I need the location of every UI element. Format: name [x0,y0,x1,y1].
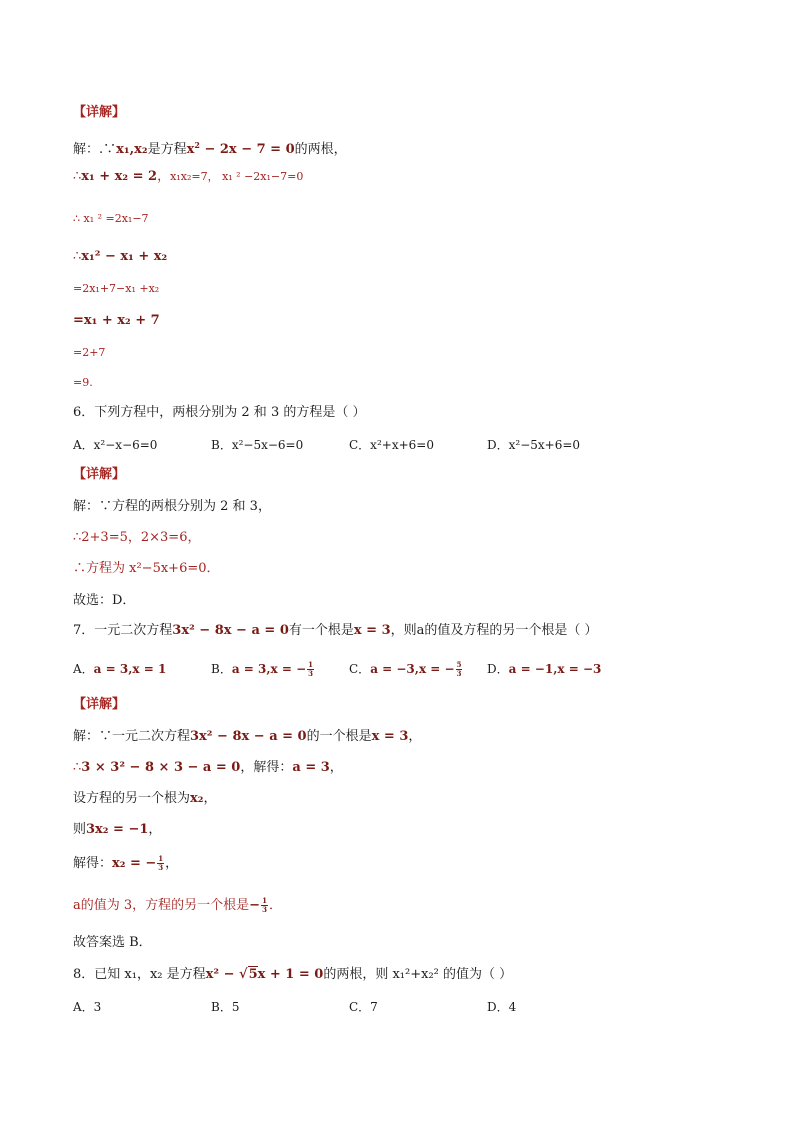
q5-solution-line-5: =2x₁+7−x₁ +x₂ [73,282,160,295]
text: ∴ [73,169,82,184]
section-heading-detail: 【详解】 [73,105,126,120]
text: 解：∵一元二次方程 [73,729,191,744]
q6-option-a: A．x²−x−6=0 [73,438,158,452]
q5-solution-line-1 [73,136,347,159]
math: x = 3 [353,623,391,638]
q5-solution-line-2 [73,168,303,186]
q7-option-c: C．a = −3,x = − $\frac{5}{3}$ [349,660,462,678]
text: 的两根，则 x₁²+x₂² 的值为（ ） [323,967,513,982]
text: a的值为 3，方程的另一个根是 [73,898,250,913]
text: ， [165,856,179,871]
q6-solution-line-3: ∴方程为 x²−5x+6=0． [73,561,220,576]
fraction: $\frac{1}{3}$ [262,896,267,914]
q5-solution-line-3: ∴ x₁ ² =2x₁−7 [73,212,149,225]
math: x₂ = − [112,856,157,871]
q6-option-c: C．x²+x+6=0 [349,438,434,452]
q6-heading-detail: 【详解】 [73,467,126,482]
text: 的一个根是 [306,729,372,744]
q6-solution-line-2: ∴2+3=5，2×3=6， [73,530,201,545]
text: x₁x₂=7， x₁ ² −2x₁−7=0 [170,170,304,183]
text: 设方程的另一个根为 [73,791,191,806]
text: 解：.∵ [73,142,117,157]
q7-solution-line-5 [73,855,178,873]
text: ， [157,169,171,184]
text: 解得： [73,856,113,871]
math: x₂ [190,791,204,806]
q7-solution-line-6 [73,897,282,915]
q7-solution-line-3 [73,790,216,808]
q7-option-d: D．a = −1,x = −3 [487,662,602,676]
q7-answer: 故答案选 B． [73,935,152,950]
math: 3x₂ = −1 [86,822,149,837]
q5-solution-line-4 [73,248,167,266]
q8-option-c: C．7 [349,1000,378,1014]
q7-option-a: A．a = 3,x = 1 [73,662,167,676]
q8-option-b: B．5 [211,1000,240,1014]
q5-solution-line-8: =9. [73,376,93,389]
q7-option-b: B．a = 3,x = − $\frac{1}{3}$ [211,660,314,678]
text: ，解得： [240,760,293,775]
text: ， [203,791,217,806]
math: a = 3 [292,760,330,775]
math: x² − √5x + 1 = 0 [205,967,324,982]
text: ． [268,898,282,913]
math: x₁ + x₂ = 2 [81,169,158,184]
q8-stem [73,966,512,984]
text: ， [148,822,162,837]
q7-solution-line-2 [73,759,343,777]
q7-stem [73,622,598,640]
q7-solution-line-1 [73,728,421,746]
q6-option-d: D．x²−5x+6=0 [487,438,581,452]
text: ， [329,760,343,775]
math: 3x² − 8x − a = 0 [190,729,307,744]
math: x = 3 [371,729,409,744]
q6-option-b: B．x²−5x−6=0 [211,438,304,452]
math: x₁² − x₁ + x₂ [81,249,168,264]
math: − [249,898,261,913]
q8-option-a: A．3 [73,1000,102,1014]
text: 有一个根是 [288,623,354,638]
math: $x^2 - 2x - 7 = 0$ [186,140,295,157]
q6-answer: 故选：D． [73,593,136,608]
text: ∴ [73,249,82,264]
q5-solution-line-7: =2+7 [73,346,106,359]
math: =x₁ + x₂ + 7 [73,313,160,328]
text: ∴ [73,760,82,775]
text: 是方程 [147,142,187,157]
math: 3x² − 8x − a = 0 [172,623,289,638]
q7-heading-detail: 【详解】 [73,697,126,712]
math: 3 × 3² − 8 × 3 − a = 0 [81,760,241,775]
text: 7．一元二次方程 [73,623,173,638]
math: x₁,x₂ [116,142,148,157]
text: ，则a的值及方程的另一个根是（ ） [390,623,598,638]
text: 的两根， [294,142,347,157]
fraction: $\frac{5}{3}$ [456,660,462,678]
q8-option-d: D．4 [487,1000,517,1014]
q6-solution-line-1: 解：∵方程的两根分别为 2 和 3， [73,499,271,514]
text: 8．已知 x₁，x₂ 是方程 [73,967,206,982]
q6-stem: 6．下列方程中，两根分别为 2 和 3 的方程是（ ） [73,405,366,420]
q5-solution-line-6 [73,312,160,330]
fraction: $\frac{1}{3}$ [308,660,314,678]
text: ， [408,729,422,744]
fraction: $\frac{1}{3}$ [158,854,164,872]
text: 则 [73,822,87,837]
q7-solution-line-4 [73,821,161,839]
